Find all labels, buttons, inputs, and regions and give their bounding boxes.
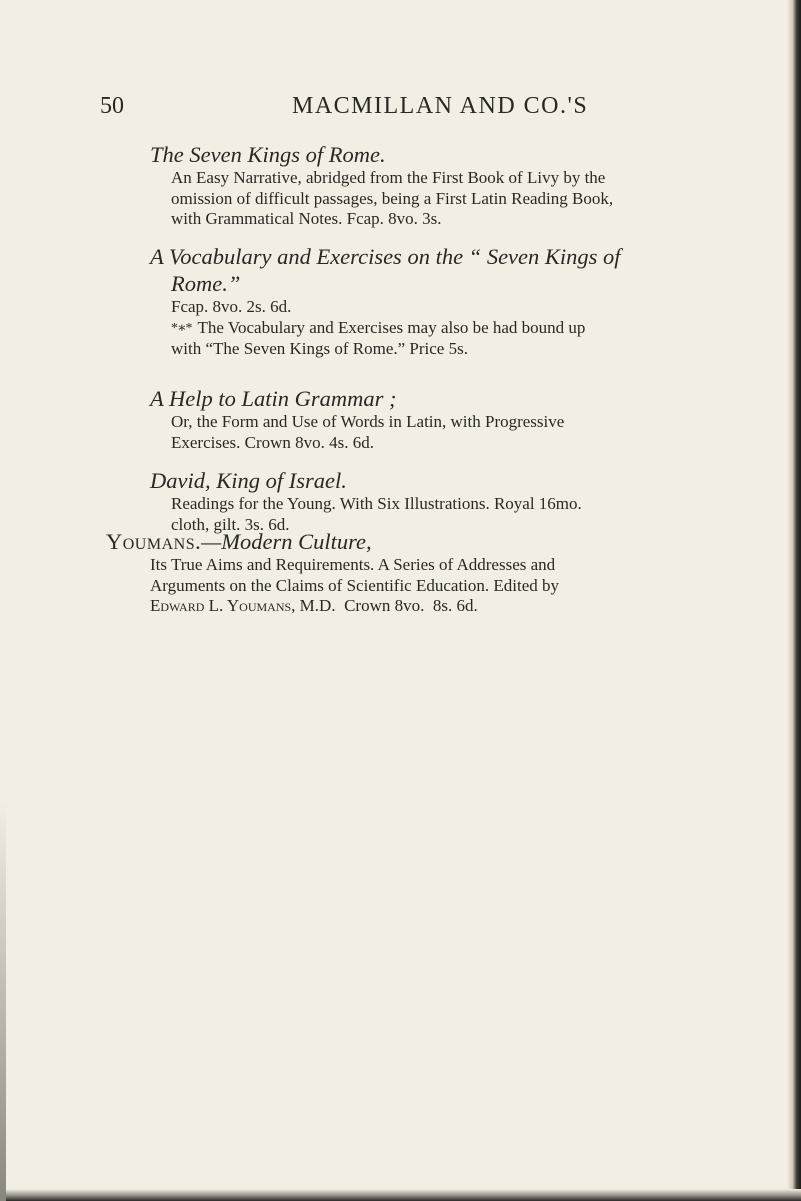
- book-entry-seven-kings: [150, 141, 770, 230]
- entry-line: Arguments on the Claims of Scientific Education. Edited by: [150, 575, 560, 595]
- author-name: Youmans.: [106, 529, 202, 554]
- page-bottom-shadow: [0, 1189, 801, 1201]
- entry-title: The Seven Kings of Rome.: [150, 142, 386, 167]
- asterism-mark: *∗*: [171, 320, 192, 336]
- entry-line: An Easy Narrative, abridged from the First Book of Livy by the: [171, 168, 606, 187]
- editor-name: Edward L. Youmans, M.D.: [150, 596, 336, 615]
- entry-line: Readings for the Young. With Six Illustrations. Royal 16mo.: [171, 494, 582, 513]
- page-number: 50: [100, 93, 124, 119]
- entry-line: omission of difficult passages, being a First Latin Reading Book,: [171, 188, 614, 208]
- entry-line: [106, 596, 770, 617]
- page-edge-shadow: [787, 0, 801, 1201]
- price-text: Crown 8vo. 8s. 6d.: [335, 596, 478, 615]
- book-entry-latin-grammar: [150, 385, 770, 453]
- book-title: —Modern Culture,: [201, 529, 372, 554]
- entry-title: A Vocabulary and Exercises on the “ Seven Kings of: [150, 244, 621, 269]
- entry-line: Fcap. 8vo. 2s. 6d.: [171, 297, 292, 316]
- entry-line: Or, the Form and Use of Words in Latin, with Progressive: [171, 412, 565, 431]
- entry-line: Exercises. Crown 8vo. 4s. 6d.: [171, 432, 375, 452]
- entry-line: Its True Aims and Requirements. A Series of Addresses and: [150, 555, 556, 574]
- book-entry-modern-culture: [106, 528, 770, 617]
- entry-line: with Grammatical Notes. Fcap. 8vo. 3s.: [171, 209, 442, 228]
- note-text: The Vocabulary and Exercises may also be had bound up: [197, 317, 586, 337]
- page-header: [100, 93, 740, 123]
- entry-title: David, King of Israel.: [150, 468, 347, 493]
- entry-note: [150, 318, 770, 340]
- page-left-shadow: [0, 801, 6, 1201]
- entry-note-continued: with “The Seven Kings of Rome.” Price 5s.: [171, 339, 468, 358]
- entry-title-continued: Rome.”: [171, 271, 241, 296]
- book-entry-david: [150, 467, 770, 535]
- book-entry-vocabulary: [150, 243, 770, 360]
- running-head: MACMILLAN AND CO.'S: [292, 93, 589, 119]
- entry-line: cloth, gilt. 3s. 6d.: [171, 514, 290, 534]
- entry-title: A Help to Latin Grammar ;: [150, 386, 397, 411]
- entry-title: [106, 528, 770, 555]
